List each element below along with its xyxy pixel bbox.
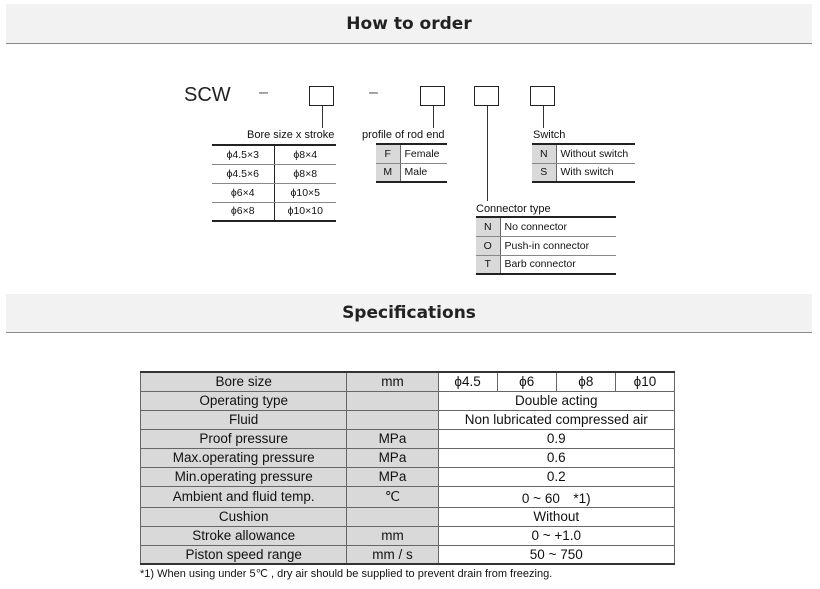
spec-value: 0.9 bbox=[438, 429, 674, 448]
spec-value: Without bbox=[438, 507, 674, 526]
option-code: F bbox=[376, 144, 400, 163]
table-cell: ϕ8×8 bbox=[274, 164, 336, 183]
table-row bbox=[476, 255, 616, 274]
table-cell: ϕ6×8 bbox=[212, 202, 274, 221]
option-description: Female bbox=[400, 144, 447, 163]
option-code: M bbox=[376, 163, 400, 182]
option-description: Without switch bbox=[556, 144, 635, 163]
spec-unit: MPa bbox=[347, 448, 438, 467]
table-row bbox=[141, 467, 675, 486]
rod-end-code-box bbox=[420, 86, 445, 106]
rod-end-leader-line bbox=[433, 106, 434, 128]
table-row bbox=[476, 217, 616, 236]
footnote: *1) When using under 5℃ , dry air should be supplied to prevent drain from freezing. bbox=[140, 568, 553, 580]
spec-value: 50 ~ 750 bbox=[438, 545, 674, 564]
table-row bbox=[141, 545, 675, 564]
bore-stroke-label: Bore size x stroke bbox=[247, 129, 335, 141]
connector-label: Connector type bbox=[476, 203, 551, 215]
table-row bbox=[141, 448, 675, 467]
table-row bbox=[141, 391, 675, 410]
spec-name: Bore size bbox=[141, 372, 347, 391]
spec-unit: ℃ bbox=[347, 486, 438, 507]
spec-unit bbox=[347, 507, 438, 526]
spec-value: 0.2 bbox=[438, 467, 674, 486]
option-code: N bbox=[476, 217, 500, 236]
spec-name: Proof pressure bbox=[141, 429, 347, 448]
bore-size-value: ϕ6 bbox=[497, 372, 556, 391]
spec-unit: MPa bbox=[347, 467, 438, 486]
how-to-order-heading: How to order bbox=[6, 4, 812, 44]
spec-value: 0.6 bbox=[438, 448, 674, 467]
bore-size-value: ϕ10 bbox=[615, 372, 674, 391]
table-cell: ϕ6×4 bbox=[212, 183, 274, 202]
spec-name: Operating type bbox=[141, 391, 347, 410]
code-dash-1: – bbox=[259, 84, 268, 101]
table-row bbox=[532, 144, 635, 163]
spec-unit: mm / s bbox=[347, 545, 438, 564]
spec-unit bbox=[347, 410, 438, 429]
spec-name: Stroke allowance bbox=[141, 526, 347, 545]
connector-code-box bbox=[474, 86, 499, 106]
table-row bbox=[141, 486, 675, 507]
spec-value: Non lubricated compressed air bbox=[438, 410, 674, 429]
spec-unit: mm bbox=[347, 372, 438, 391]
option-description: Push-in connector bbox=[500, 236, 616, 255]
option-description: Barb connector bbox=[504, 258, 576, 271]
table-row bbox=[532, 163, 635, 182]
table-cell: ϕ4.5×6 bbox=[212, 164, 274, 183]
table-row bbox=[376, 163, 447, 182]
option-description: No connector bbox=[500, 217, 616, 236]
switch-code-box bbox=[530, 86, 555, 106]
table-row bbox=[141, 410, 675, 429]
bore-size-value: ϕ4.5 bbox=[438, 372, 497, 391]
table-row bbox=[376, 144, 447, 163]
option-code: N bbox=[532, 144, 556, 163]
switch-table bbox=[532, 143, 635, 183]
connector-table bbox=[476, 216, 616, 275]
code-dash-2: – bbox=[369, 84, 378, 101]
table-row bbox=[476, 236, 616, 255]
spec-value: 0 ~ 60 *1) bbox=[438, 486, 674, 507]
specifications-heading: Specifications bbox=[6, 294, 812, 333]
table-cell: ϕ10×5 bbox=[274, 183, 336, 202]
option-description: With switch bbox=[560, 166, 614, 179]
option-description: Male bbox=[404, 166, 428, 179]
bore-stroke-table bbox=[212, 144, 336, 222]
table-cell: ϕ8×4 bbox=[274, 145, 336, 164]
spec-name: Cushion bbox=[141, 507, 347, 526]
option-code: T bbox=[476, 255, 500, 274]
option-code: S bbox=[532, 163, 556, 182]
bore-leader-line bbox=[322, 106, 323, 128]
table-row bbox=[141, 507, 675, 526]
rod-end-label: profile of rod end bbox=[362, 129, 445, 141]
table-row bbox=[212, 145, 336, 164]
table-row bbox=[141, 372, 675, 391]
switch-label: Switch bbox=[533, 129, 566, 141]
table-cell: ϕ4.5×3 bbox=[212, 145, 274, 164]
table-row bbox=[141, 429, 675, 448]
table-row bbox=[212, 164, 336, 183]
switch-leader-line bbox=[543, 106, 544, 128]
model-prefix: SCW bbox=[184, 84, 231, 106]
table-row bbox=[212, 183, 336, 202]
bore-size-value: ϕ8 bbox=[556, 372, 615, 391]
table-row bbox=[141, 526, 675, 545]
option-code: O bbox=[476, 236, 500, 255]
spec-name: Fluid bbox=[141, 410, 347, 429]
connector-leader-line bbox=[487, 106, 488, 201]
spec-name: Max.operating pressure bbox=[141, 448, 347, 467]
spec-unit: mm bbox=[347, 526, 438, 545]
specifications-table bbox=[140, 371, 675, 565]
bore-stroke-code-box bbox=[309, 86, 334, 106]
spec-unit: MPa bbox=[347, 429, 438, 448]
spec-unit bbox=[347, 391, 438, 410]
spec-name: Min.operating pressure bbox=[141, 467, 347, 486]
table-cell: ϕ10×10 bbox=[287, 205, 323, 218]
spec-name: Piston speed range bbox=[141, 545, 347, 564]
table-row bbox=[212, 202, 336, 221]
rod-end-table bbox=[376, 143, 447, 183]
spec-value: Double acting bbox=[438, 391, 674, 410]
spec-value: 0 ~ +1.0 bbox=[438, 526, 674, 545]
spec-name: Ambient and fluid temp. bbox=[141, 486, 347, 507]
